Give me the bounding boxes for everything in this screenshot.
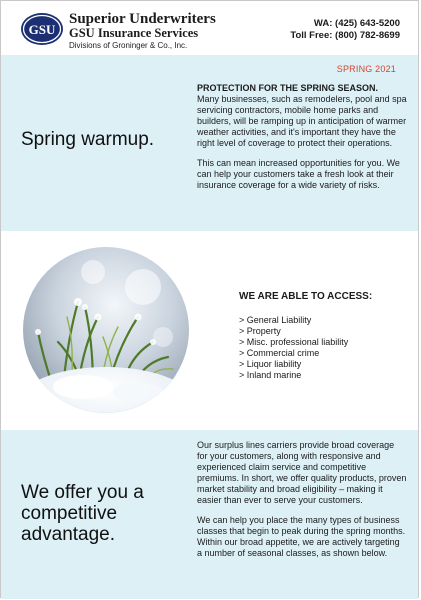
spring-body	[197, 83, 407, 200]
spring-paragraph-1: Many businesses, such as remodelers, pool and spa servicing contractors, mobile home parks and builders, will be ramping up in anticipation of warmer weather activities, and it's important they have the right level of coverage to protect their operations.	[197, 94, 407, 148]
advantage-paragraph-1: Our surplus lines carriers provide broad coverage for your customers, along with responsive and experienced claim service and competitive premiums. In short, we offer quality products, proven market stability and broad eligibility – making it easier than ever to serve your customers.	[197, 440, 407, 505]
list-item: > General Liability	[239, 315, 312, 325]
access-heading: WE ARE ABLE TO ACCESS:	[239, 291, 373, 302]
company-divisions: Divisions of Groninger & Co., Inc.	[69, 41, 188, 50]
gsu-logo	[20, 12, 64, 46]
header	[1, 1, 418, 55]
list-item: > Property	[239, 326, 281, 336]
spring-paragraph-2: This can mean increased opportunities for you. We can help your customers take a fresh look at their insurance coverage for a wide variety of risks.	[197, 158, 400, 190]
phone-toll-free: Toll Free: (800) 782-8699	[290, 30, 400, 41]
list-item: > Commercial crime	[239, 348, 320, 358]
phone-block	[290, 18, 400, 42]
logo-text: GSU	[28, 22, 56, 37]
advantage-paragraph-2: We can help you place the many types of business classes that begin to peak during the spring months. Within our broad appetite, we are actively targeting a number of seasonal classes, as shown below.	[197, 515, 406, 558]
access-section	[1, 231, 418, 430]
section-title-spring: Spring warmup.	[21, 129, 155, 150]
advantage-body	[197, 440, 407, 568]
company-subtitle: GSU Insurance Services	[69, 26, 199, 40]
phone-wa: WA: (425) 643-5200	[313, 18, 400, 29]
season-label: SPRING 2021	[336, 64, 396, 74]
list-item: > Misc. professional liability	[239, 337, 349, 347]
snow-grass-photo	[23, 247, 189, 413]
spring-lead: PROTECTION FOR THE SPRING SEASON.	[197, 83, 379, 93]
section-title-advantage: We offer you a competitive advantage.	[21, 482, 144, 545]
list-item: > Liquor liability	[239, 359, 302, 369]
coverage-list	[239, 315, 348, 381]
competitive-advantage-section	[1, 430, 418, 599]
spring-warmup-section	[1, 55, 418, 231]
company-name: Superior Underwriters	[69, 11, 216, 27]
list-item: > Inland marine	[239, 370, 302, 380]
